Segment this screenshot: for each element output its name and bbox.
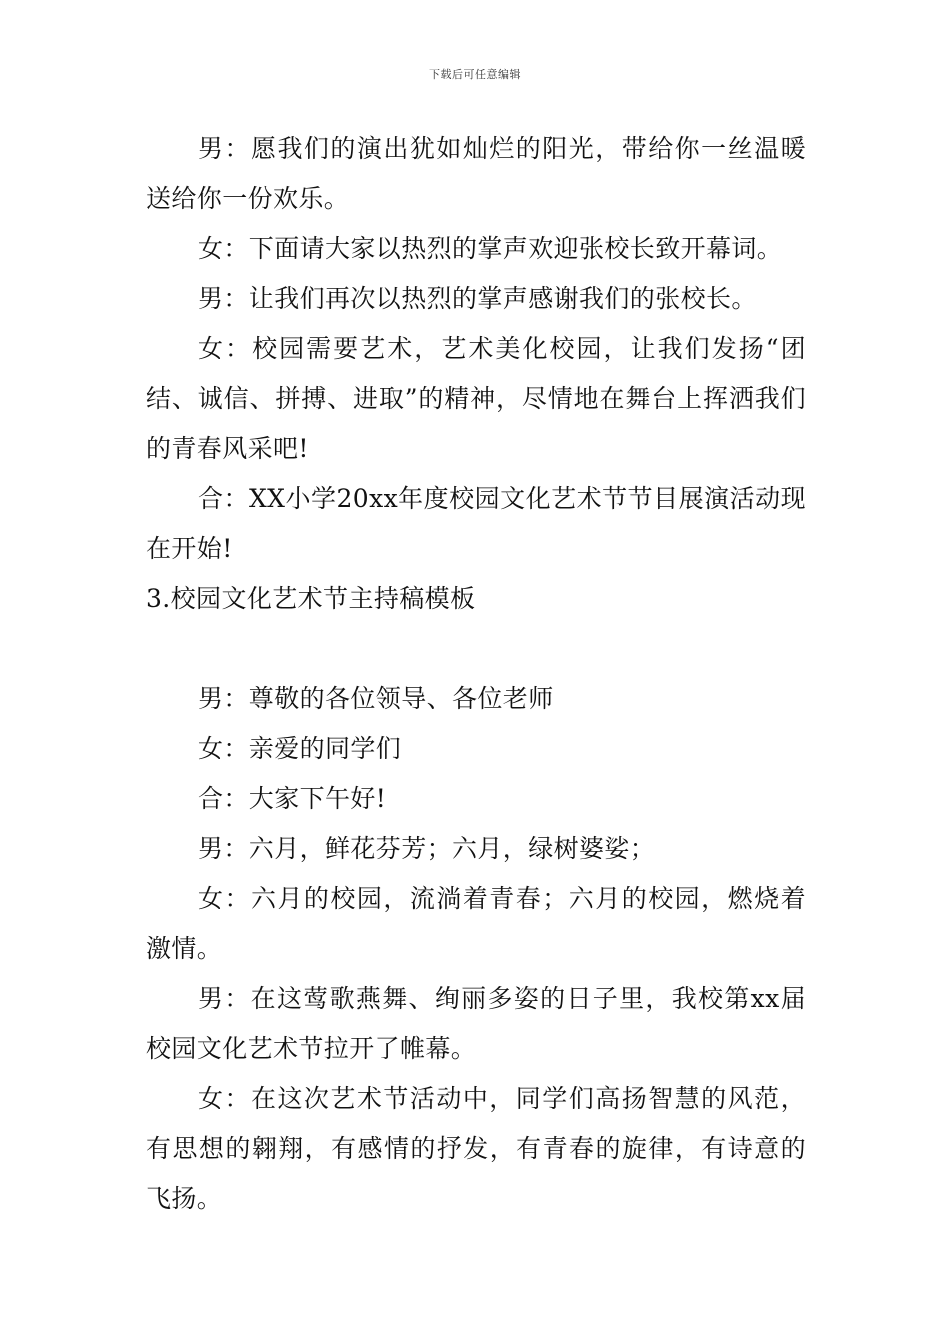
blank-line — [146, 624, 806, 674]
paragraph-line: 男：六月，鲜花芬芳；六月，绿树婆娑； — [198, 834, 656, 863]
paragraph-line: 男：让我们再次以热烈的掌声感谢我们的张校长。 — [198, 284, 757, 313]
page-header-note: 下载后可任意编辑 — [429, 68, 521, 81]
paragraph-line: 女：下面请大家以热烈的掌声欢迎张校长致开幕词。 — [198, 234, 783, 263]
paragraph-line: 男：尊敬的各位领导、各位老师 — [198, 684, 554, 713]
paragraph-line: 女：在这次艺术节活动中，同学们高扬智慧的风范，有思想的翱翔，有感情的抒发，有青春的旋律，有诗意的飞扬。 — [146, 1084, 806, 1213]
document-body — [146, 124, 806, 1224]
paragraph-line: 合：大家下午好! — [198, 784, 387, 813]
paragraph-line: 男：在这莺歌燕舞、绚丽多姿的日子里，我校第xx届校园文化艺术节拉开了帷幕。 — [146, 984, 806, 1063]
paragraph-line: 女：亲爱的同学们 — [198, 734, 402, 763]
paragraph-line: 女：六月的校园，流淌着青春；六月的校园，燃烧着激情。 — [146, 884, 806, 963]
paragraph-line: 合：XX小学20xx年度校园文化艺术节节目展演活动现在开始! — [146, 484, 806, 563]
paragraph-line: 女：校园需要艺术，艺术美化校园，让我们发扬“团结、诚信、拼搏、进取”的精神，尽情地在舞台上挥洒我们的青春风采吧! — [146, 334, 806, 463]
paragraph-line: 男：愿我们的演出犹如灿烂的阳光，带给你一丝温暖送给你一份欢乐。 — [146, 134, 806, 213]
section-heading: 3.校园文化艺术节主持稿模板 — [146, 584, 476, 613]
